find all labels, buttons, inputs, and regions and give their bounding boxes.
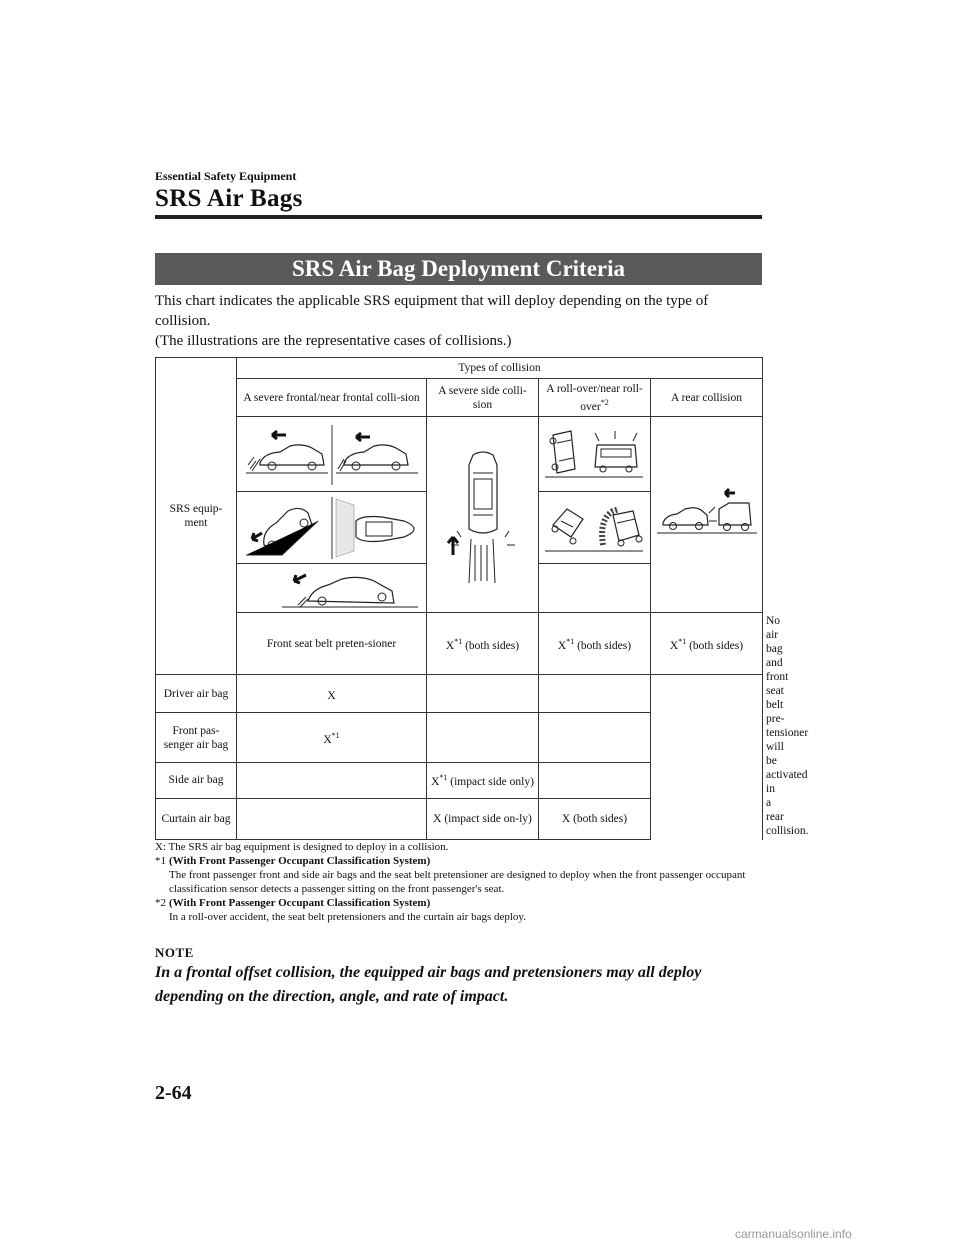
footnote-2-text: In a roll-over accident, the seat belt pretensioners and the curtain air bags deploy. (169, 911, 526, 923)
legend-block (155, 840, 765, 924)
page-number: 2-64 (155, 1082, 192, 1104)
page-title: SRS Air Bags (155, 185, 303, 212)
cell-side-airbag-frontal (237, 762, 427, 798)
footnote-2-mark: *2 (155, 897, 166, 909)
note-text: In a frontal offset collision, the equipped air bags and pretensioners may all deploy depending on the direction, angle, and rate of impact. (155, 964, 702, 1005)
footnote-1 (155, 854, 765, 896)
deployment-criteria-table: SRS equip-ment Types of collision A severe frontal/near frontal colli-sion A severe side colli-sion A roll-over/near roll-over$^{*2}$ A rear collision Front seat belt preten-sioner $X^{*1}$ (both sides) $X^{*1}$ (both sides) $X^{*1}$ (both sides) No air bag and front seat belt pre-tensioner will be activated in a rear collision. Driver air bag X Front pas-senger air bag $X^{*1}$ Side air bag $X^{*1}$ (impact side only) Curtain air bag X (impact side on-ly) X (both sides) (155, 357, 763, 840)
intro-text (155, 291, 765, 351)
frontal-illustration-2 (237, 492, 427, 564)
cell-driver-rollover (539, 675, 651, 713)
cell-pretensioner-frontal: $X^{*1}$ (both sides) (427, 613, 539, 675)
footnote-1-heading: (With Front Passenger Occupant Classification System) (169, 855, 431, 867)
col-header-frontal: A severe frontal/near frontal colli-sion (237, 379, 427, 417)
footnote-1-text: The front passenger front and side air bags and the seat belt pretensioner are designed to deploy when the front passenger occupant classification sensor detects a passenger sitting on the front passenger's seat. (169, 869, 746, 895)
rollover-illustration-2 (539, 492, 651, 564)
cell-pretensioner-side: $X^{*1}$ (both sides) (539, 613, 651, 675)
cell-curtain-side: X (impact side on-ly) (427, 798, 539, 839)
collision-types-header: Types of collision (237, 358, 763, 379)
col-header-rollover: A roll-over/near roll-over$^{*2}$ (539, 379, 651, 417)
col-header-rear: A rear collision (651, 379, 763, 417)
cell-passenger-rollover (539, 713, 651, 762)
header-rule (155, 215, 762, 219)
cell-passenger-side (427, 713, 539, 762)
footnote-2-heading: (With Front Passenger Occupant Classification System) (169, 897, 431, 909)
row-label-pretensioner: Front seat belt preten-sioner (237, 613, 427, 675)
frontal-illustration-3 (237, 564, 427, 613)
cell-driver-side (427, 675, 539, 713)
cell-driver-frontal: X (237, 675, 427, 713)
cell-side-airbag-rollover (539, 762, 651, 798)
cell-curtain-rollover: X (both sides) (539, 798, 651, 839)
cell-curtain-frontal (237, 798, 427, 839)
cell-passenger-frontal: $X^{*1}$ (237, 713, 427, 762)
rollover-empty-cell (539, 564, 651, 613)
legend-text: X: The SRS air bag equipment is designed to deploy in a collision. (155, 841, 449, 853)
section-banner: SRS Air Bag Deployment Criteria (155, 253, 762, 285)
corner-label: SRS equip-ment (156, 358, 237, 675)
col-header-side: A severe side colli-sion (427, 379, 539, 417)
intro-line-1: This chart indicates the applicable SRS equipment that will deploy depending on the type of collision. (155, 293, 709, 329)
intro-line-2: (The illustrations are the representative cases of collisions.) (155, 333, 512, 349)
row-label-side-airbag: Side air bag (156, 762, 237, 798)
cell-side-airbag-side: $X^{*1}$ (impact side only) (427, 762, 539, 798)
row-label-curtain-airbag: Curtain air bag (156, 798, 237, 839)
rollover-illustration-1 (539, 417, 651, 492)
footnote-1-mark: *1 (155, 855, 166, 867)
note-title: NOTE (155, 945, 194, 960)
footnote-2 (155, 896, 765, 924)
rear-collision-illustration (651, 417, 763, 613)
cell-pretensioner-rollover: $X^{*1}$ (both sides) (651, 613, 763, 675)
frontal-illustration-1 (237, 417, 427, 492)
row-label-passenger-airbag: Front pas-senger air bag (156, 713, 237, 762)
row-label-driver-airbag: Driver air bag (156, 675, 237, 713)
side-collision-illustration (427, 417, 539, 613)
section-label: Essential Safety Equipment (155, 169, 297, 183)
watermark: carmanualsonline.info (735, 1227, 852, 1241)
